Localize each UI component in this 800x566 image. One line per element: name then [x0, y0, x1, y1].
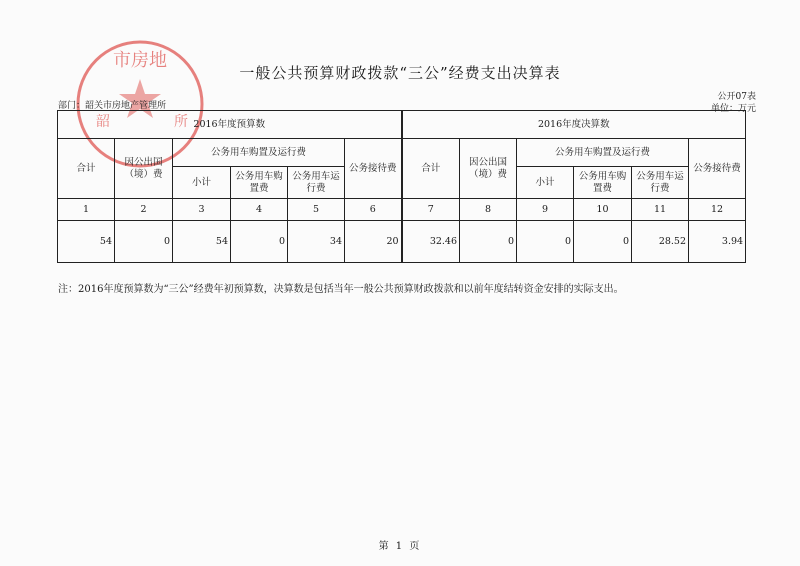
column-number: 1 — [58, 199, 115, 221]
value-row — [58, 221, 746, 263]
final-reception-header: 公务接待费 — [689, 139, 746, 199]
final-group-header: 2016年度决算数 — [402, 111, 746, 139]
budget-vehicle-operation-header: 公务用车运行费 — [288, 167, 345, 199]
column-number: 3 — [173, 199, 231, 221]
budget-reception-header: 公务接待费 — [345, 139, 402, 199]
column-number: 2 — [115, 199, 173, 221]
budget-subtotal-header: 小计 — [173, 167, 231, 199]
column-number: 12 — [689, 199, 746, 221]
final-total-header: 合计 — [402, 139, 460, 199]
budget-total-header: 合计 — [58, 139, 115, 199]
value-cell: 54 — [173, 221, 231, 263]
expenditure-table — [57, 110, 746, 263]
budget-group-header: 2016年度预算数 — [58, 111, 402, 139]
unit-label: 单位：万元 — [710, 104, 756, 114]
svg-text:所: 所 — [174, 114, 188, 130]
value-cell: 20 — [345, 221, 402, 263]
column-number: 11 — [632, 199, 689, 221]
value-cell: 0 — [517, 221, 574, 263]
final-vehicle-purchase-header: 公务用车购置费 — [574, 167, 632, 199]
budget-abroad-header: 因公出国（境）费 — [115, 139, 173, 199]
final-vehicle-group-header: 公务用车购置及运行费 — [517, 139, 689, 167]
footnote: 注：2016年度预算数为“三公”经费年初预算数，决算数是包括当年一般公共预算财政拨款和以前年度结转资金安排的实际支出。 — [58, 284, 624, 295]
column-number: 7 — [402, 199, 460, 221]
budget-vehicle-purchase-header: 公务用车购置费 — [231, 167, 288, 199]
column-number: 6 — [345, 199, 402, 221]
final-vehicle-operation-header: 公务用车运行费 — [632, 167, 689, 199]
value-cell: 0 — [231, 221, 288, 263]
final-abroad-header: 因公出国（境）费 — [460, 139, 517, 199]
budget-vehicle-group-header: 公务用车购置及运行费 — [173, 139, 345, 167]
value-cell: 54 — [58, 221, 115, 263]
svg-text:市房地: 市房地 — [113, 50, 167, 71]
value-cell: 0 — [574, 221, 632, 263]
form-number: 公开07表 — [717, 92, 756, 102]
value-cell: 0 — [460, 221, 517, 263]
column-number: 10 — [574, 199, 632, 221]
subheader-row-1 — [58, 139, 746, 167]
final-subtotal-header: 小计 — [517, 167, 574, 199]
column-number: 8 — [460, 199, 517, 221]
page-number: 第 1 页 — [378, 541, 422, 552]
svg-text:韶: 韶 — [96, 114, 110, 130]
column-number: 4 — [231, 199, 288, 221]
value-cell: 28.52 — [632, 221, 689, 263]
column-number: 9 — [517, 199, 574, 221]
page-title: 一般公共预算财政拨款“三公”经费支出决算表 — [239, 64, 561, 82]
value-cell: 0 — [115, 221, 173, 263]
group-header-row — [58, 111, 746, 139]
department-label: 部门：韶关市房地产管理所 — [58, 101, 167, 111]
value-cell: 3.94 — [689, 221, 746, 263]
column-number: 5 — [288, 199, 345, 221]
value-cell: 34 — [288, 221, 345, 263]
column-number-row — [58, 199, 746, 221]
value-cell: 32.46 — [402, 221, 460, 263]
